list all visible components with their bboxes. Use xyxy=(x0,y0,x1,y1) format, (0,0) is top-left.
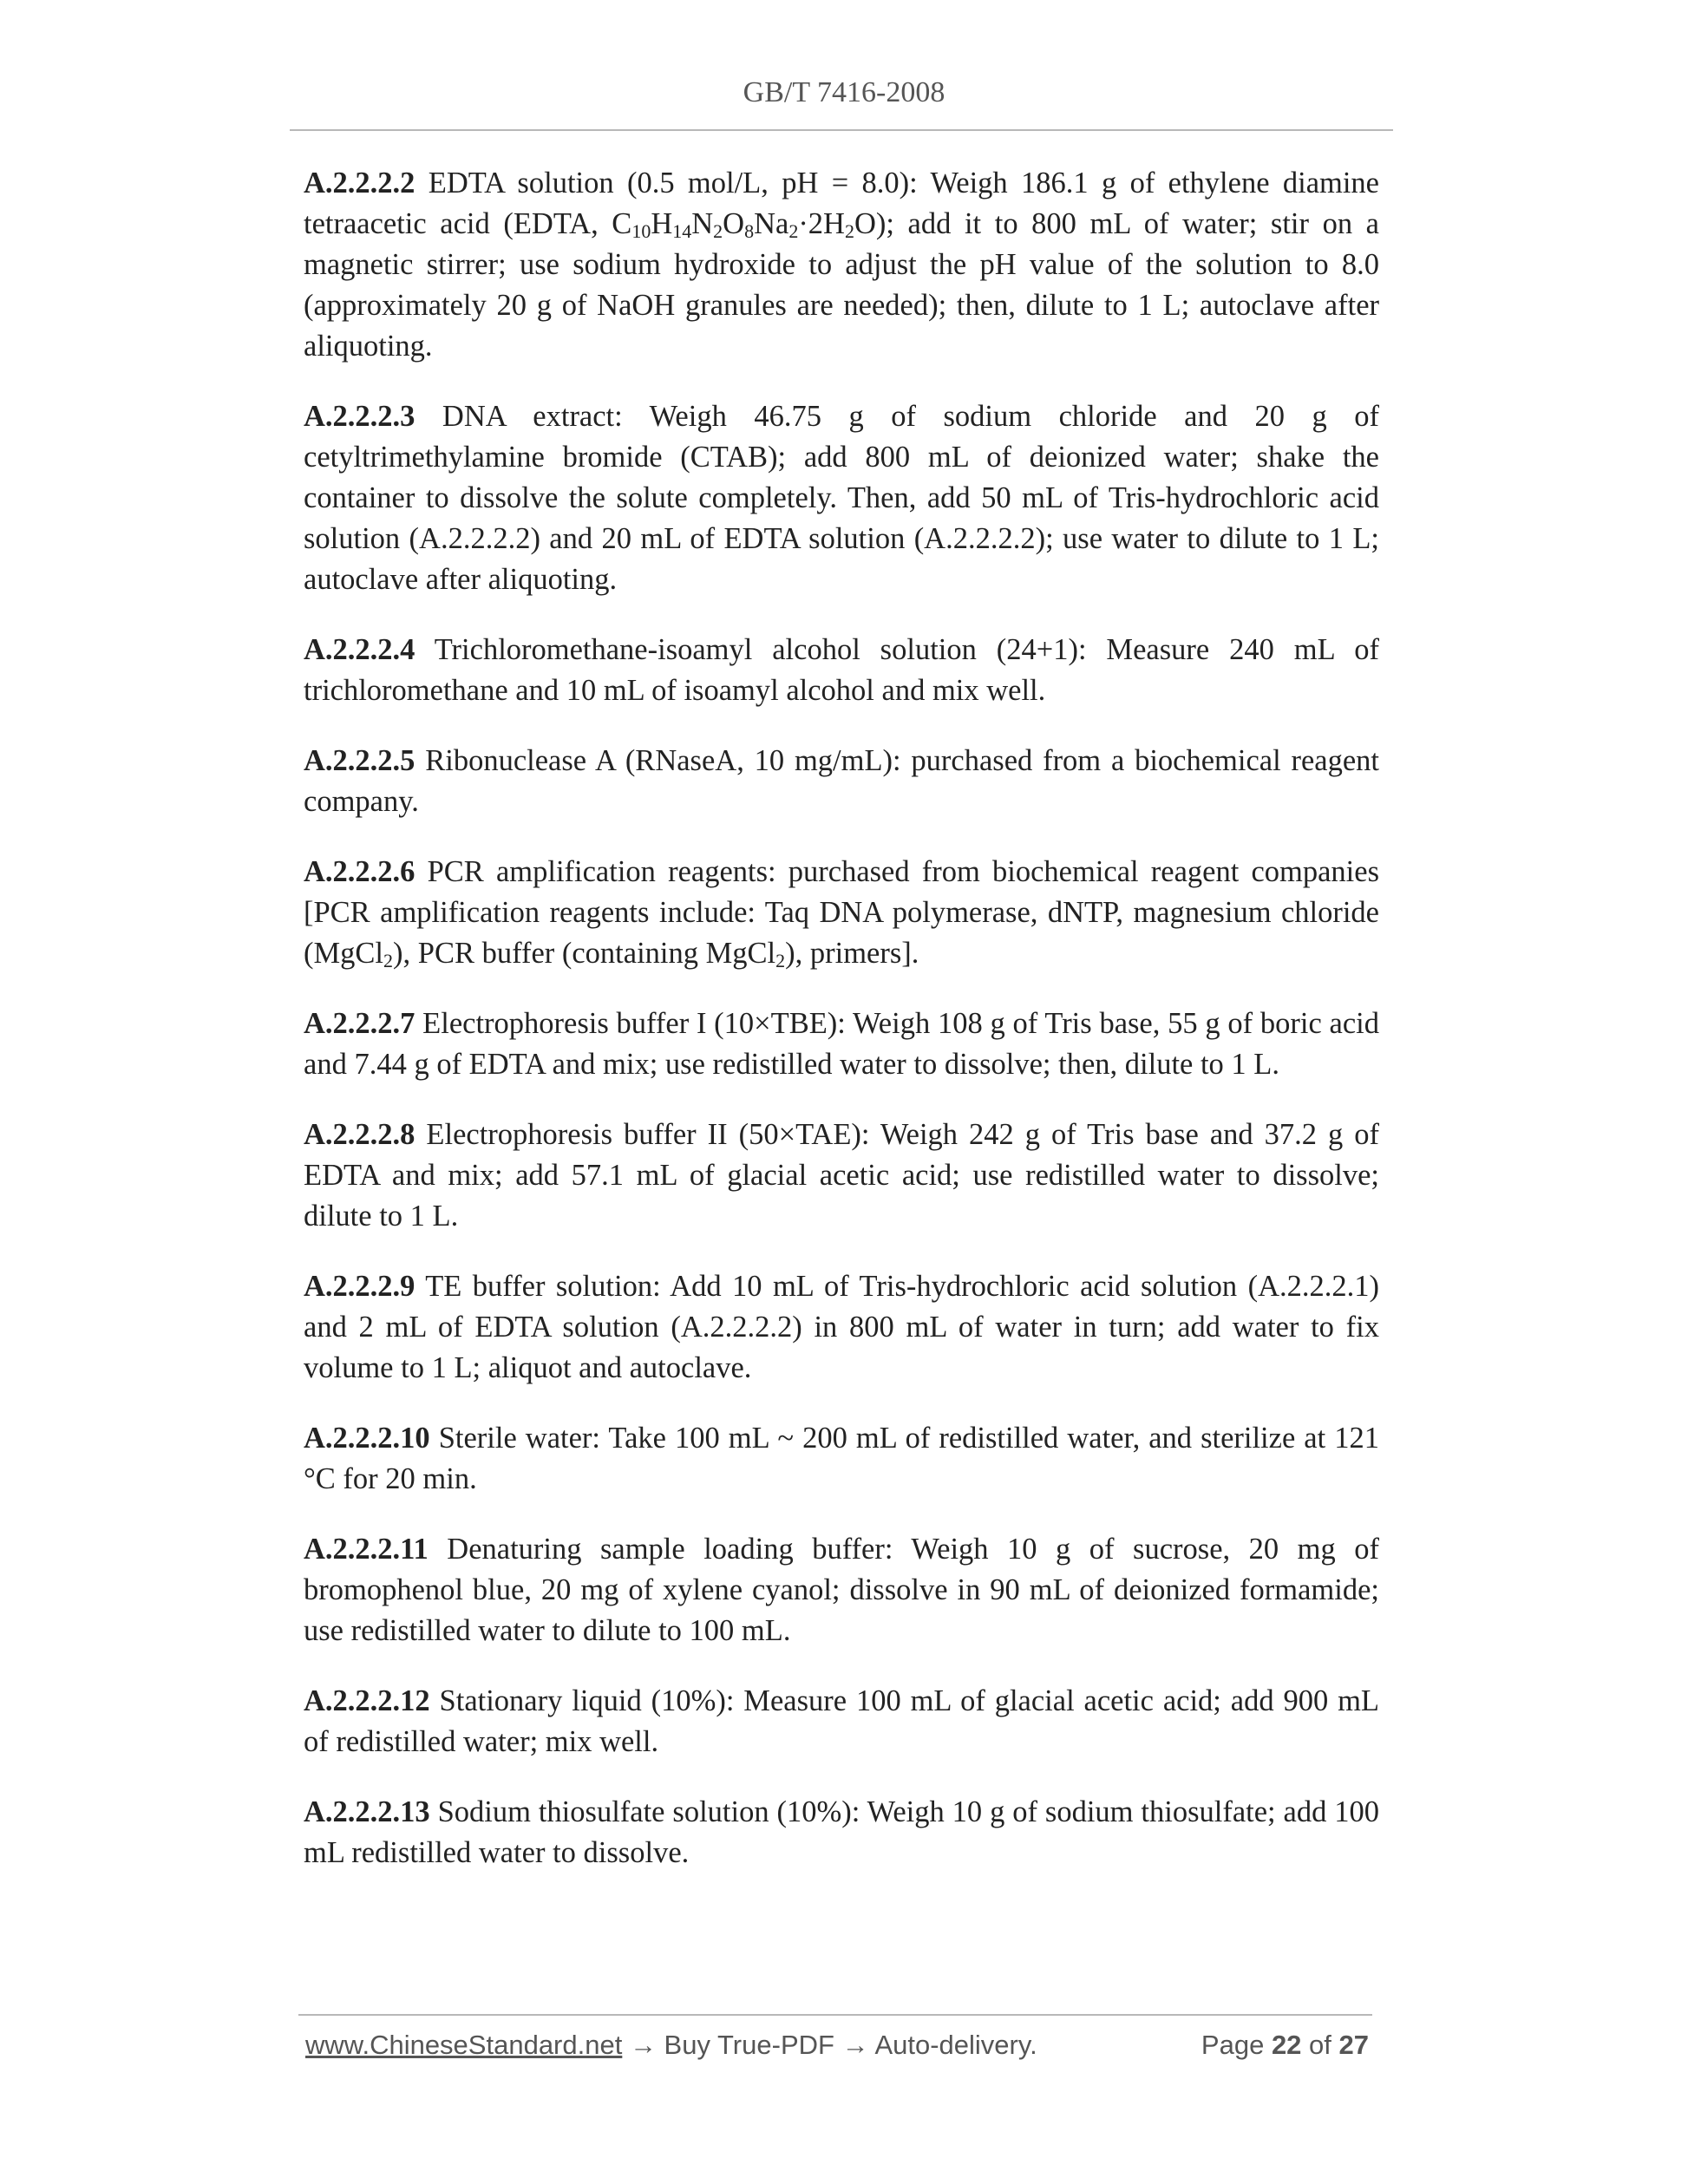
subscript: 2 xyxy=(844,220,854,242)
clause-text: Sterile water: Take 100 mL ~ 200 mL of redistilled water, and sterilize at 121 °C for 20 min. xyxy=(304,1422,1379,1495)
clause-number: A.2.2.2.5 xyxy=(304,744,415,777)
page-indicator xyxy=(1201,2030,1369,2061)
clause-number: A.2.2.2.11 xyxy=(304,1533,429,1566)
clause-text: Na xyxy=(754,207,789,240)
clause-a22226 xyxy=(304,852,1379,974)
clause-text: Ribonuclease A (RNaseA, 10 mg/mL): purchased from a biochemical reagent company. xyxy=(304,744,1379,818)
clause-text: Electrophoresis buffer I (10×TBE): Weigh 108 g of Tris base, 55 g of boric acid and 7.44 g of EDTA and mix; use redistilled water to dissolve; then, dilute to 1 L. xyxy=(304,1007,1379,1081)
page-footer xyxy=(305,2030,1369,2073)
clause-text: PCR amplification reagents: purchased from biochemical reagent companies [PCR amplification reagents include: Taq DNA polymerase, dNTP, magnesium chloride (MgCl xyxy=(304,855,1379,970)
clause-text: Stationary liquid (10%): Measure 100 mL of glacial acetic acid; add 900 mL of redistilled water; mix well. xyxy=(304,1684,1379,1758)
clause-a22223 xyxy=(304,396,1379,600)
page-header xyxy=(0,76,1688,109)
subscript: 2 xyxy=(713,220,723,242)
page-label: Page xyxy=(1201,2030,1272,2060)
page-of: of xyxy=(1301,2030,1339,2060)
clause-number: A.2.2.2.2 xyxy=(304,167,415,199)
subscript: 14 xyxy=(672,220,692,242)
clause-text: N xyxy=(691,207,714,240)
clause-text: ), PCR buffer (containing MgCl xyxy=(393,937,776,970)
document-body xyxy=(304,163,1379,1903)
clause-text: Sodium thiosulfate solution (10%): Weigh 10 g of sodium thiosulfate; add 100 mL redistilled water to dissolve. xyxy=(304,1795,1379,1869)
site-link[interactable]: www.ChineseStandard.net xyxy=(305,2030,623,2060)
subscript: 2 xyxy=(383,950,394,971)
clause-text: H xyxy=(651,207,673,240)
clause-a222213 xyxy=(304,1792,1379,1873)
clause-a22222 xyxy=(304,163,1379,367)
clause-a222211 xyxy=(304,1529,1379,1651)
clause-text: Trichloromethane-isoamyl alcohol solution (24+1): Measure 240 mL of trichloromethane and 10 mL of isoamyl alcohol and mix well. xyxy=(304,633,1379,707)
subscript: 2 xyxy=(775,950,786,971)
subscript: 8 xyxy=(744,220,755,242)
clause-a22225 xyxy=(304,741,1379,822)
clause-number: A.2.2.2.4 xyxy=(304,633,415,666)
clause-number: A.2.2.2.8 xyxy=(304,1118,415,1151)
clause-text: O xyxy=(723,207,745,240)
clause-a222212 xyxy=(304,1681,1379,1762)
clause-number: A.2.2.2.7 xyxy=(304,1007,415,1040)
subscript: 10 xyxy=(631,220,651,242)
page-total: 27 xyxy=(1338,2030,1369,2060)
clause-text: Electrophoresis buffer II (50×TAE): Weigh 242 g of Tris base and 37.2 g of EDTA and mix; add 57.1 mL of glacial acetic acid; use redistilled water to dissolve; dilute to 1 L. xyxy=(304,1118,1379,1233)
clause-number: A.2.2.2.9 xyxy=(304,1270,415,1303)
page-current: 22 xyxy=(1271,2030,1302,2060)
clause-number: A.2.2.2.3 xyxy=(304,400,415,433)
clause-a222210 xyxy=(304,1418,1379,1500)
clause-number: A.2.2.2.6 xyxy=(304,855,415,888)
clause-text: Denaturing sample loading buffer: Weigh 10 g of sucrose, 20 mg of bromophenol blue, 20 mg of xylene cyanol; dissolve in 90 mL of deionized formamide; use redistilled water to dilute to 100 mL. xyxy=(304,1533,1379,1647)
clause-a22227 xyxy=(304,1004,1379,1085)
clause-text: ), primers]. xyxy=(785,937,919,970)
clause-text: O); add it to 800 mL of water; stir on a magnetic stirrer; use sodium hydroxide to adjust the pH value of the solution to 8.0 (approximately 20 g of NaOH granules are needed); then, dilute to 1 L; autoclave after aliquoting. xyxy=(304,207,1379,363)
clause-a22228 xyxy=(304,1115,1379,1237)
clause-number: A.2.2.2.12 xyxy=(304,1684,430,1717)
clause-a22224 xyxy=(304,630,1379,711)
footer-promo xyxy=(305,2030,1037,2061)
subscript: 2 xyxy=(788,220,799,242)
promo-text: → Buy True-PDF → Auto-delivery. xyxy=(622,2030,1037,2060)
clause-number: A.2.2.2.13 xyxy=(304,1795,430,1828)
clause-text: DNA extract: Weigh 46.75 g of sodium chloride and 20 g of cetyltrimethylamine bromide (CTAB); add 800 mL of deionized water; shake the container to dissolve the solute completely. Then, add 50 mL of Tris-hydrochloric acid solution (A.2.2.2.2) and 20 mL of EDTA solution (A.2.2.2.2); use water to dilute to 1 L; autoclave after aliquoting. xyxy=(304,400,1379,596)
footer-divider xyxy=(298,2014,1372,2016)
clause-text: EDTA solution (0.5 mol/L, pH = 8.0): Weigh 186.1 g of ethylene diamine tetraacetic acid (EDTA, C xyxy=(304,167,1379,240)
clause-text: ·2H xyxy=(798,207,845,240)
clause-number: A.2.2.2.10 xyxy=(304,1422,430,1455)
clause-text: TE buffer solution: Add 10 mL of Tris-hydrochloric acid solution (A.2.2.2.1) and 2 mL of EDTA solution (A.2.2.2.2) in 800 mL of water in turn; add water to fix volume to 1 L; aliquot and autoclave. xyxy=(304,1270,1379,1384)
header-divider xyxy=(290,129,1393,131)
clause-a22229 xyxy=(304,1266,1379,1389)
standard-code: GB/T 7416-2008 xyxy=(743,76,945,108)
